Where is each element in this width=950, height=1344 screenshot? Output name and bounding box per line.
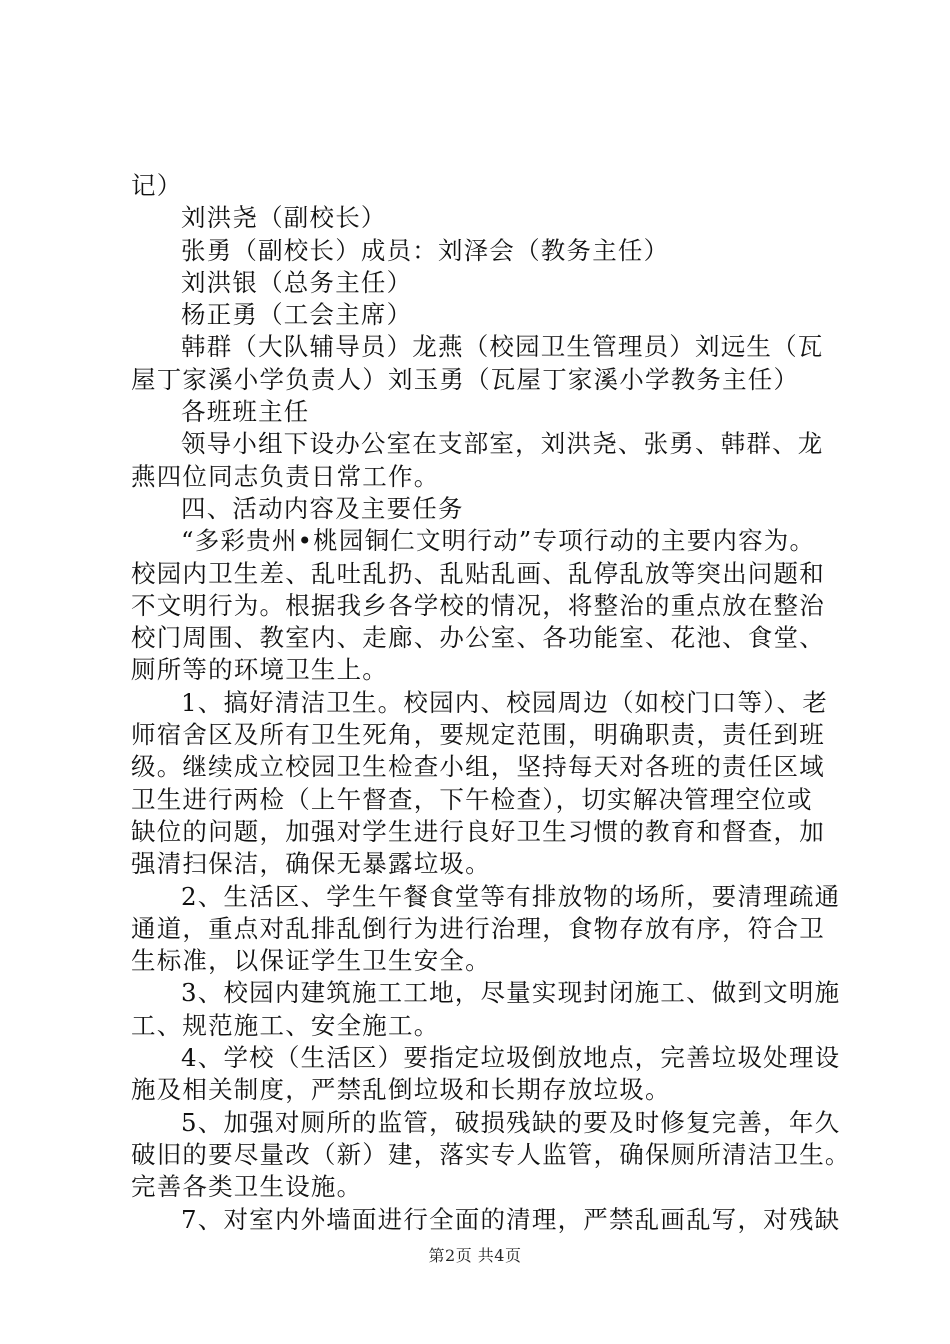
- document-body: [131, 170, 851, 1236]
- text-line: 完善各类卫生设施。: [131, 1172, 363, 1202]
- text-line: 四、活动内容及主要任务: [181, 493, 464, 523]
- text-line: 工、规范施工、安全施工。: [131, 1010, 440, 1040]
- text-line: 张勇（副校长）成员：刘泽会（教务主任）: [181, 235, 670, 265]
- text-line: “多彩贵州•桃园铜仁文明行动”专项行动的主要内容为。: [181, 526, 816, 556]
- text-line: 记）: [131, 171, 183, 200]
- text-line: 施及相关制度，严禁乱倒垃圾和长期存放垃圾。: [131, 1075, 671, 1105]
- text-line: 不文明行为。根据我乡各学校的情况，将整治的重点放在整治: [131, 590, 825, 620]
- text-line: 缺位的问题，加强对学生进行良好卫生习惯的教育和督查，加: [131, 816, 825, 846]
- text-line: 校门周围、教室内、走廊、办公室、各功能室、花池、食堂、: [131, 623, 825, 653]
- text-line: 破旧的要尽量改（新）建，落实专人监管，确保厕所清洁卫生。: [131, 1139, 851, 1169]
- text-line: 韩群（大队辅导员）龙燕（校园卫生管理员）刘远生（瓦: [181, 332, 824, 362]
- text-line: 3、校园内建筑施工工地，尽量实现封闭施工、做到文明施: [181, 978, 841, 1008]
- text-line: 领导小组下设办公室在支部室，刘洪尧、张勇、韩群、龙: [181, 429, 824, 459]
- page-footer: 第2页 共4页: [428, 1246, 522, 1265]
- text-line: 校园内卫生差、乱吐乱扔、乱贴乱画、乱停乱放等突出问题和: [131, 558, 825, 588]
- text-line: 燕四位同志负责日常工作。: [131, 461, 440, 491]
- text-line: 强清扫保洁，确保无暴露垃圾。: [131, 849, 491, 879]
- text-line: 各班班主任: [181, 397, 310, 427]
- text-line: 厕所等的环境卫生上。: [131, 655, 388, 685]
- text-line: 屋丁家溪小学负责人）刘玉勇（瓦屋丁家溪小学教务主任）: [131, 364, 800, 394]
- text-line: 杨正勇（工会主席）: [181, 300, 413, 330]
- text-line: 1、搞好清洁卫生。校园内、校园周边（如校门口等）、老: [181, 687, 829, 717]
- text-line: 级。继续成立校园卫生检查小组，坚持每天对各班的责任区域: [131, 752, 825, 782]
- text-line: 师宿舍区及所有卫生死角，要规定范围，明确职责，责任到班: [131, 720, 825, 750]
- text-line: 4、学校（生活区）要指定垃圾倒放地点，完善垃圾处理设: [181, 1043, 841, 1073]
- text-line: 刘洪尧（副校长）: [181, 203, 387, 233]
- text-line: 7、对室内外墙面进行全面的清理，严禁乱画乱写，对残缺: [181, 1204, 841, 1234]
- text-line: 卫生进行两检（上午督查，下午检查），切实解决管理空位或: [131, 784, 813, 814]
- text-line: 生标准，以保证学生卫生安全。: [131, 946, 491, 976]
- text-line: 通道，重点对乱排乱倒行为进行治理，食物存放有序，符合卫: [131, 913, 825, 943]
- text-line: 5、加强对厕所的监管，破损残缺的要及时修复完善，年久: [181, 1107, 841, 1137]
- text-line: 2、生活区、学生午餐食堂等有排放物的场所，要清理疏通: [181, 881, 841, 911]
- text-line: 刘洪银（总务主任）: [181, 267, 413, 297]
